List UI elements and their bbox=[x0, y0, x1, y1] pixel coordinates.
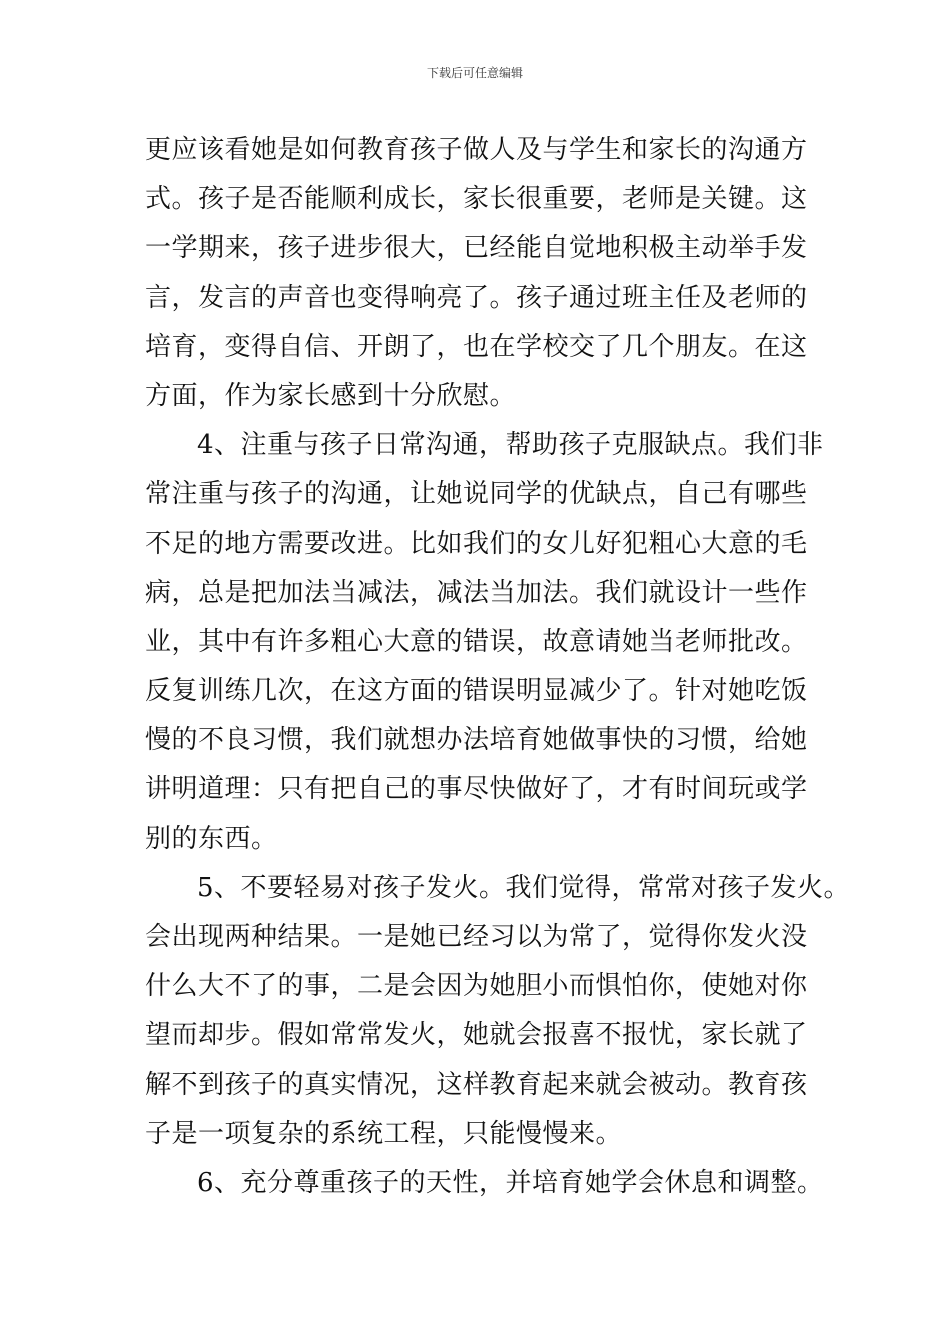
text-line: 常注重与孩子的沟通，让她说同学的优缺点，自己有哪些 bbox=[145, 479, 808, 510]
body-text bbox=[145, 126, 851, 1208]
header-note: 下载后可任意编辑 bbox=[426, 66, 523, 80]
text-line: 业，其中有许多粗心大意的错误，故意请她当老师批改。 bbox=[145, 626, 808, 657]
text-line: 不足的地方需要改进。比如我们的女儿好犯粗心大意的毛 bbox=[145, 528, 808, 559]
paragraph-start-line: 6、充分尊重孩子的天性，并培育她学会休息和调整。 bbox=[197, 1167, 824, 1198]
text-line: 什么大不了的事，二是会因为她胆小而惧怕你，使她对你 bbox=[145, 971, 808, 1002]
text-line: 反复训练几次，在这方面的错误明显减少了。针对她吃饭 bbox=[145, 676, 808, 707]
text-line: 更应该看她是如何教育孩子做人及与学生和家长的沟通方 bbox=[145, 135, 808, 165]
paragraph-start-line: 4、注重与孩子日常沟通，帮助孩子克服缺点。我们非 bbox=[197, 430, 824, 461]
text-line: 言，发言的声音也变得响亮了。孩子通过班主任及老师的 bbox=[145, 282, 808, 313]
text-line: 子是一项复杂的系统工程，只能慢慢来。 bbox=[145, 1118, 623, 1149]
text-line: 望而却步。假如常常发火，她就会报喜不报忧，家长就了 bbox=[145, 1020, 808, 1051]
text-line: 别的东西。 bbox=[145, 823, 278, 854]
text-line: 一学期来，孩子进步很大，已经能自觉地积极主动举手发 bbox=[145, 233, 808, 264]
text-line: 讲明道理：只有把自己的事尽快做好了，才有时间玩或学 bbox=[145, 774, 808, 805]
text-line: 病，总是把加法当减法，减法当加法。我们就设计一些作 bbox=[145, 577, 808, 608]
text-line: 式。孩子是否能顺利成长，家长很重要，老师是关键。这 bbox=[145, 184, 808, 215]
text-line: 培育，变得自信、开朗了，也在学校交了几个朋友。在这 bbox=[145, 331, 808, 362]
text-line: 解不到孩子的真实情况，这样教育起来就会被动。教育孩 bbox=[145, 1069, 808, 1100]
text-line: 慢的不良习惯，我们就想办法培育她做事快的习惯，给她 bbox=[145, 725, 808, 756]
paragraph-start-line: 5、不要轻易对孩子发火。我们觉得，常常对孩子发火。 bbox=[197, 872, 851, 903]
text-line: 方面，作为家长感到十分欣慰。 bbox=[145, 380, 517, 411]
text-line: 会出现两种结果。一是她已经习以为常了，觉得你发火没 bbox=[145, 922, 808, 952]
